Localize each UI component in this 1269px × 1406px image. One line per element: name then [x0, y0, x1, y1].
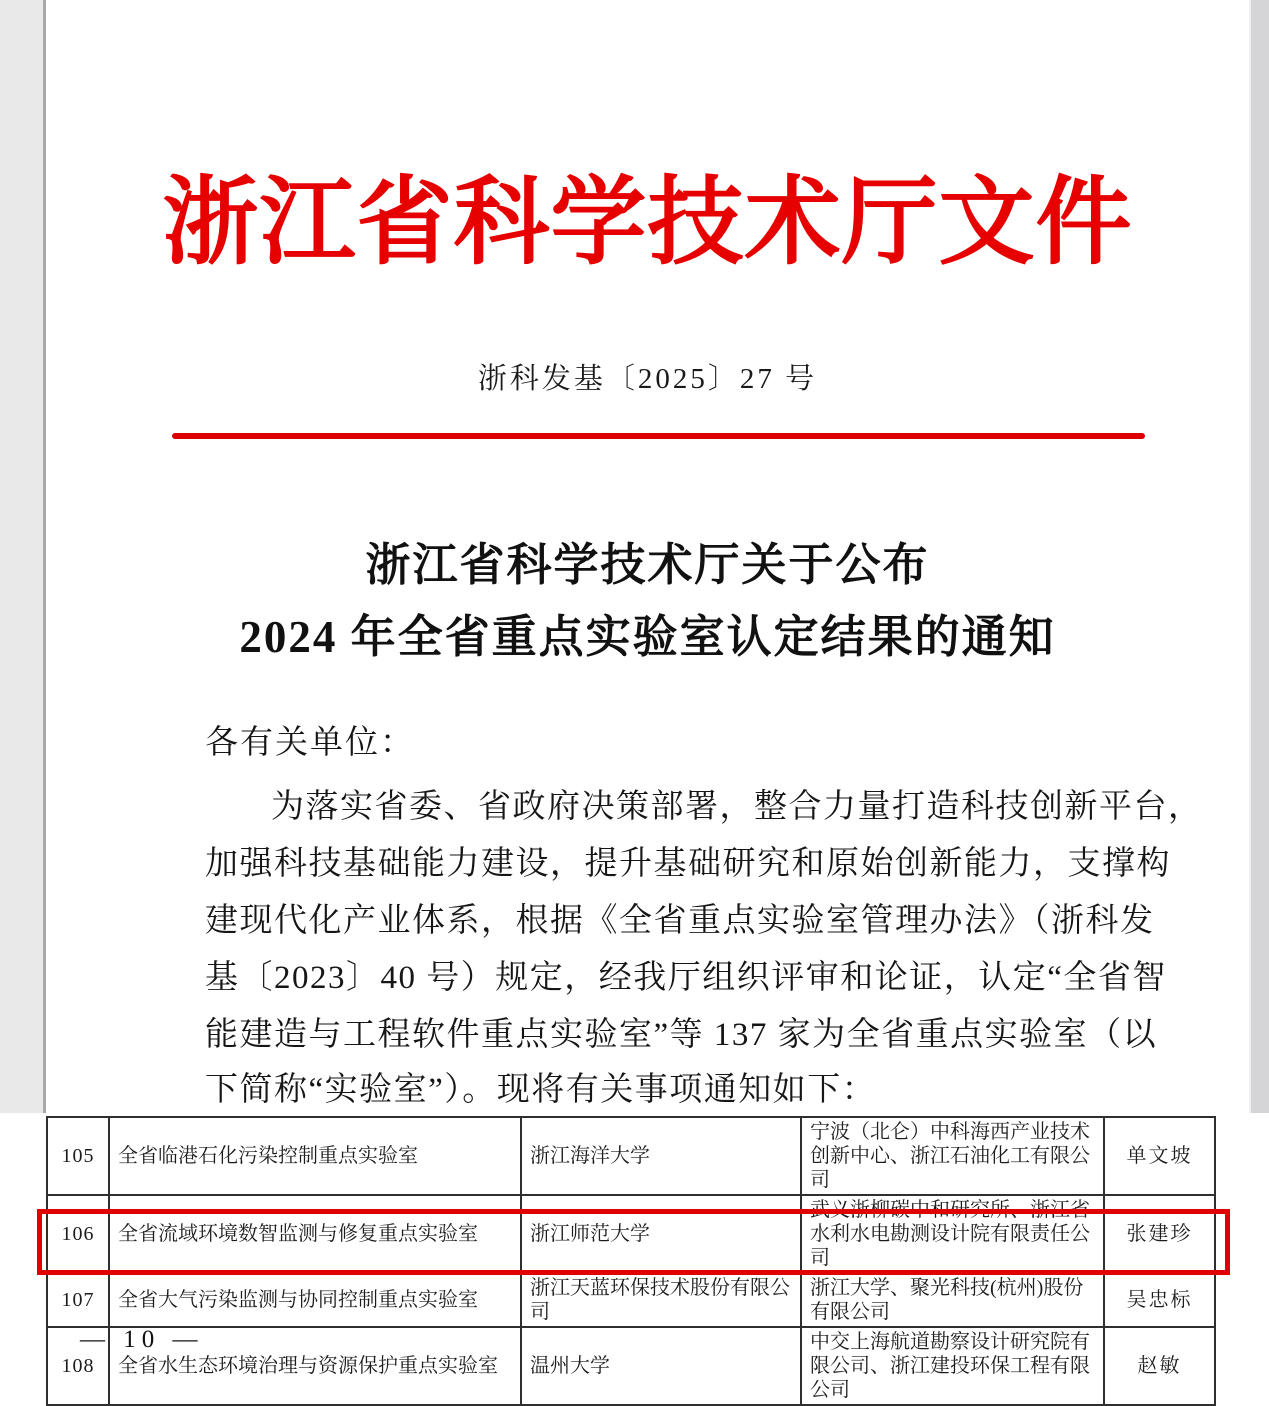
- row-number: 105: [47, 1117, 109, 1195]
- table-row: [47, 1117, 1215, 1195]
- notice-title-line1: 浙江省科学技术厅关于公布: [365, 540, 930, 590]
- host-institution: 浙江海洋大学: [521, 1117, 801, 1195]
- partner-units: 宁波（北仑）中科海西产业技术创新中心、浙江石油化工有限公司: [801, 1117, 1104, 1195]
- page-number: — 10 —: [80, 1326, 204, 1353]
- document-number: 浙科发基〔2025〕27 号: [477, 363, 818, 395]
- lab-name: 全省临港石化污染控制重点实验室: [109, 1117, 521, 1195]
- body-line: 基〔2023〕40 号）规定，经我厅组织评审和论证，认定“全省智: [205, 960, 1167, 996]
- notice-title-line2: 2024 年全省重点实验室认定结果的通知: [239, 612, 1056, 662]
- scan-left-margin: [0, 0, 46, 1113]
- host-institution: 浙江师范大学: [521, 1195, 801, 1273]
- scan-right-margin: [1249, 0, 1269, 1113]
- document-page: [46, 0, 1249, 1113]
- body-line: 为落实省委、省政府决策部署，整合力量打造科技创新平台，: [271, 789, 1203, 825]
- row-number: 108: [47, 1327, 109, 1405]
- lab-director: 单文坡: [1104, 1117, 1215, 1195]
- lab-name: 全省大气污染监测与协同控制重点实验室: [109, 1273, 521, 1327]
- lab-director: 张建珍: [1104, 1195, 1215, 1273]
- row-number: 106: [47, 1195, 109, 1273]
- salutation: 各有关单位：: [205, 725, 415, 761]
- partner-units: 中交上海航道勘察设计研究院有限公司、浙江建投环保工程有限公司: [801, 1327, 1104, 1405]
- row-number: 107: [47, 1273, 109, 1327]
- body-line: 加强科技基础能力建设，提升基础研究和原始创新能力，支撑构: [205, 846, 1171, 882]
- lab-director: 吴忠标: [1104, 1273, 1215, 1327]
- host-institution: 温州大学: [521, 1327, 801, 1405]
- lab-director: 赵敏: [1104, 1327, 1215, 1405]
- table-row: [47, 1327, 1215, 1405]
- letterhead-title: 浙江省科学技术厅文件: [162, 169, 1133, 276]
- lab-name: 全省水生态环境治理与资源保护重点实验室: [109, 1327, 521, 1405]
- partner-units: 武义浙柳碳中和研究所、浙江省水利水电勘测设计院有限责任公司: [801, 1195, 1104, 1273]
- body-line: 下简称“实验室”）。现将有关事项通知如下：: [205, 1072, 877, 1108]
- lab-name: 全省流域环境数智监测与修复重点实验室: [109, 1195, 521, 1273]
- body-line: 建现代化产业体系，根据《全省重点实验室管理办法》（浙科发: [205, 903, 1155, 939]
- table-row-highlighted: [47, 1273, 1215, 1327]
- row-107-highlight-box: [37, 1209, 1230, 1275]
- partner-units: 浙江大学、聚光科技(杭州)股份有限公司: [801, 1273, 1104, 1327]
- body-line: 能建造与工程软件重点实验室”等 137 家为全省重点实验室（以: [205, 1017, 1158, 1053]
- letterhead-red-rule: [172, 433, 1145, 439]
- host-institution: 浙江天蓝环保技术股份有限公司: [521, 1273, 801, 1327]
